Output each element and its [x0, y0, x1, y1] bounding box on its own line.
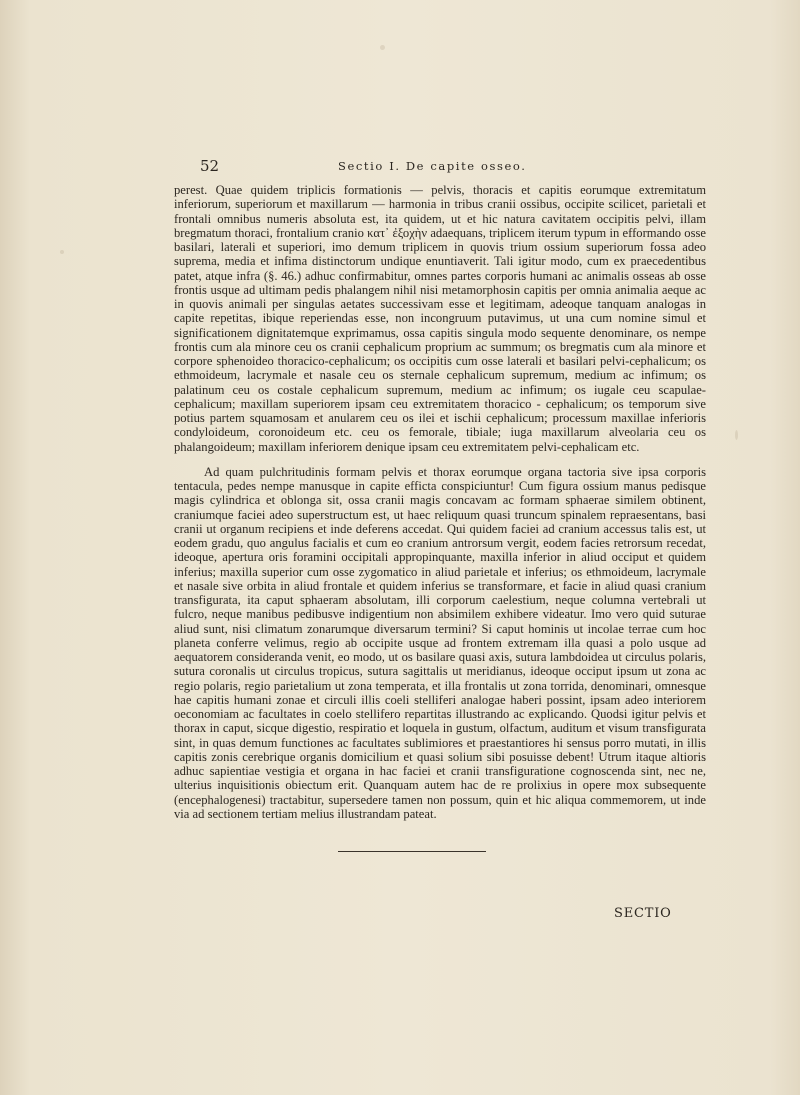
page-header [198, 157, 698, 181]
section-end-rule [338, 851, 486, 853]
paper-spot [735, 430, 738, 440]
paper-spot [60, 250, 64, 254]
paper-spot [380, 45, 385, 50]
running-head: Sectio I. De capite osseo. [338, 159, 527, 173]
catchword: SECTIO [614, 906, 672, 921]
paragraph-2: Ad quam pulchritudinis formam pelvis et thorax eorumque organa tactoria sive ipsa corporis tentacula, pedes nempe manusque in capite efficta conspiciuntur! Cum figura ossium manus pedisque magis cylindrica et oblonga sit, ossa cranii magis concavam ac formam sphaerae similem obtinent, craniumque faciei adeo superstructum est, ut haec reliquum quasi truncum spinalem repraesentans, basi cranii ut organum recipiens et inde deferens accedat. Qui quidem faciei ad cranium accessus talis est, ut eodem gradu, quo angulus facialis et cum eo cranium antrorsum vergit, eodem facies retrorsum recedat, ideoque, apertura oris foramini occipitali appropinquante, maxilla inferior in aliud occiput et quidem inferius; maxilla superior cum osse zygomatico in aliud parietale et inferius; os ethmoideum, lacrymale et nasale sive orbita in aliud frontale et quidem inferius se transformare, et facie in aliud quasi cranium transfigurata, ita caput sphaeram absolutam, illi corporum caelestium, neque columna vertebrali ut fulcro, neque manibus pedibusve indigentium non absimilem exhibere videatur. Imo vero quid suturae aliud sunt, nisi climatum zonarumque diversarum termini? Si caput hominis ut incolae terrae cum hoc planeta conferre velimus, regio ab occipite usque ad frontem extremam illa quasi a polo usque ad aequatorem consideranda venit, eo modo, ut os basilare quasi axis, sutura lambdoidea ut circulus polaris, sutura coronalis ut circulus tropicus, sutura sagittalis ut meridianus, ideoque occiput ipsum ut zona ac regio polaris, regio parietalium ut zona temperata, et illa frontalis ut zona torrida, denominari, omnesque hae capitis humani zonae et circuli illis coeli stelliferi analogae haberi possint, ipsam adeo interiorem oeconomiam ac facultates in coelo stellifero repartitas illustrando ac explicando. Quodsi igitur pelvis et thorax in caput, sicque digestio, respiratio et loquela in gustum, olfactum, auditum et visum transfigurata sint, in quas demum functiones ac facultates sublimiores et praestantiores hi sensus porro mutati, in illis capitis zonis cerebrique organis domicilium et quasi solium sibi posuisse debent! Utrum itaque altioris adhuc sapientiae vestigia et organa in hac faciei et cranii transfiguratione cognoscenda sint, nec ne, ulterius inquisitionis obiectum erit. Quanquam autem hac de re prolixius in opere mox subsequente (encephalogenesi) tractabitur, supersedere tamen non possum, quin et hic aliqua commemorem, ut inde via ad sectionem tertiam melius illustrandam pateat. [174, 464, 706, 821]
paragraph-1: perest. Quae quidem triplicis formationis — pelvis, thoracis et capitis eorumque extremitatum inferiorum, superiorum et maxillarum — harmonia in tribus cranii ossibus, occipite scilicet, parietali et frontali omnibus numeris absoluta est, ita quidem, ut et hic natura cavitatem occipitis pelvi, illam bregmatum thoraci, frontalium cranio κατ᾽ ἐξοχὴν adaequans, triplicem iterum typum in efformando osse basilari, laterali et superiori, imo demum triplicem in quovis trium ossium superiorum fossa adeo suprema, media et infima distinctorum undique enuntiaverit. Tali igitur modo, cum ex praecedentibus patet, atque infra (§. 46.) adhuc confirmabitur, omnes partes corporis humani ac animalis osseas ab osse frontis usque ad ultimam pedis phalangem nihil nisi metamorphosin capitis per omnia animalia aeque ac in quovis animali per singulas aetates successivam esse et legitimam, adeoque tanquam analogas in capite repetitas, ibique reperiendas esse, non incongruum putavimus, ut una cum nomine simul et significationem dignitatemque exprimamus, ossa capitis singula modo sequente denominare, os nempe frontis cum ala minore ceu os cranii cephalicum proprium ac summum; os bregmatis cum ala minore et corpore sphenoideo thoracico-cephalicum; os occipitis cum osse laterali et basilari pelvi-cephalicum; os ethmoideum, lacrymale et nasale ceu os sternale cephalicum supremum, medium ac infimum; os palatinum ceu os costale cephalicum supremum, medium ac infimum; os iugale ceu scapulae-cephalicum; maxillam superiorem ipsam ceu extremitatem thoracico - cephalicum; os temporum sive potius partem squamosam et anularem ceu os ilei et ischii cephalicum; processum maxillae inferioris condyloideum, coronoideum etc. ceu os femorale, tibiale; iuga maxillarum alveolaria ceu os phalangoideum; maxillam inferiorem denique ipsam ceu extremitatem pelvi-cephalicam etc. [174, 183, 706, 454]
page-number: 52 [200, 157, 220, 175]
body-text [174, 183, 706, 821]
